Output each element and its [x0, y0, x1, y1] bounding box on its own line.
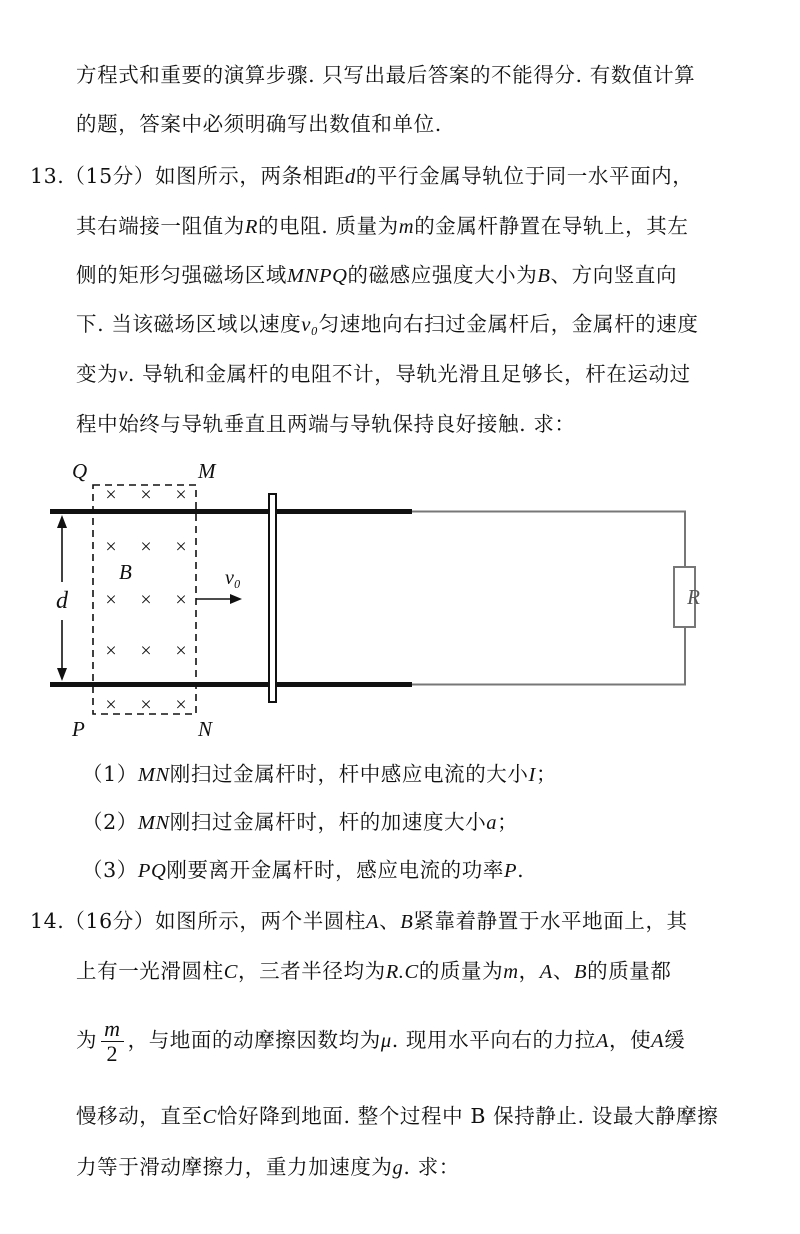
sub-number: （2）: [82, 810, 138, 834]
cross-mark: ×: [175, 694, 187, 716]
label-v0: v₀: [225, 567, 241, 589]
q13-sub-2: [82, 805, 518, 835]
q14-line-4: [76, 1099, 718, 1129]
q13-line-1: [30, 159, 693, 189]
cross-mark: ×: [105, 484, 117, 506]
d-arrowhead-down-icon: [57, 668, 67, 681]
fraction-denominator: 2: [106, 1041, 119, 1066]
cross-mark: ×: [140, 484, 152, 506]
q13-score: （15分）: [64, 164, 155, 188]
cross-mark: ×: [105, 640, 117, 662]
q14-text: 缓: [664, 1028, 686, 1052]
q13-line-3: [76, 258, 677, 288]
var-v: v: [118, 364, 128, 386]
q14-text: 力等于滑动摩擦力，重力加速度为: [76, 1155, 393, 1179]
cross-mark: ×: [175, 589, 187, 611]
fraction-m-over-2: [101, 1017, 124, 1066]
q14-text: ，与地面的动摩擦因数均为: [127, 1028, 381, 1052]
q14-text: 恰好降到地面. 整个过程中 B 保持静止. 设最大静摩擦: [216, 1104, 719, 1128]
label-R: R: [687, 585, 700, 609]
q14-score: （16分）: [64, 909, 155, 933]
var-A: A: [595, 1030, 609, 1052]
q13-line-6: 程中始终与导轨垂直且两端与导轨保持良好接触. 求：: [76, 412, 576, 436]
var-g: g: [392, 1157, 404, 1179]
q13-text: . 导轨和金属杆的电阻不计，导轨光滑且足够长，杆在运动过: [127, 362, 691, 386]
label-P: P: [72, 717, 85, 741]
q14-line-2: [76, 954, 672, 984]
sub-text: 刚扫过金属杆时，杆的加速度大小: [169, 810, 487, 834]
q14-text: 为: [76, 1028, 98, 1052]
q13-sub-1: [82, 757, 557, 787]
var-v0: v₀: [301, 314, 319, 336]
var-A: A: [366, 911, 380, 933]
cross-mark: ×: [175, 484, 187, 506]
label-N: N: [198, 717, 213, 741]
bottom-rail-thick: [50, 682, 412, 687]
metal-rod: [269, 494, 276, 702]
fraction-numerator: m: [101, 1017, 124, 1042]
var-B: B: [573, 961, 588, 983]
sub-text: ；: [535, 762, 558, 786]
top-rail-thick: [50, 509, 412, 514]
sub-number: （1）: [82, 762, 138, 786]
q14-text: 上有一光滑圆柱: [76, 959, 224, 983]
var-m: m: [398, 216, 415, 238]
var-MN: MN: [137, 764, 170, 786]
cross-mark: ×: [140, 536, 152, 558]
q14-text: ，使: [608, 1028, 652, 1052]
q14-line-3: [76, 1017, 685, 1066]
q14-text: 、: [379, 909, 401, 933]
cross-mark: ×: [140, 640, 152, 662]
var-C: C: [202, 1106, 217, 1128]
label-M: M: [198, 459, 216, 483]
q13-line-4: [76, 307, 698, 337]
var-MN: MN: [137, 812, 170, 834]
var-B: B: [400, 911, 414, 933]
sub-text: .: [517, 858, 525, 882]
q13-text: 如图所示，两条相距: [155, 164, 345, 188]
q14-text: ，三者半径均为: [237, 959, 386, 983]
q13-text: 的平行金属导轨位于同一水平面内，: [355, 164, 694, 188]
var-mu: μ: [380, 1030, 392, 1052]
cross-mark: ×: [175, 536, 187, 558]
q13-line-2: [76, 209, 689, 239]
var-P: P: [503, 860, 518, 882]
q14-text: . 现用水平向右的力拉: [391, 1028, 596, 1052]
q13-text: 的金属杆静置在导轨上，其左: [414, 214, 689, 238]
q14-line-1: [30, 904, 688, 934]
sub-number: （3）: [82, 858, 138, 882]
q14-line-5: [76, 1150, 460, 1180]
label-B: B: [119, 560, 132, 584]
rail-circuit-figure: [50, 452, 700, 744]
field-crosses: [105, 484, 186, 716]
q13-text: 下. 当该磁场区域以速度: [76, 312, 302, 336]
label-d: d: [56, 588, 68, 614]
q14-text: ，: [518, 959, 540, 983]
sub-text: ；: [497, 810, 519, 834]
intro-line-1: 方程式和重要的演算步骤. 只写出最后答案的不能得分. 有数值计算: [76, 63, 696, 87]
sub-text: 刚扫过金属杆时，杆中感应电流的大小: [169, 762, 529, 786]
q13-text: 变为: [76, 362, 119, 386]
q14-text: . 求：: [403, 1155, 460, 1179]
var-a: a: [486, 812, 498, 834]
q14-text: 慢移动，直至: [76, 1104, 203, 1128]
q13-text: 匀速地向右扫过金属杆后，金属杆的速度: [318, 312, 699, 336]
cross-mark: ×: [105, 536, 117, 558]
q13-text: 侧的矩形匀强磁场区域: [76, 263, 287, 287]
q13-sub-3: [82, 853, 524, 883]
q13-text: 的磁感应强度大小为: [347, 263, 538, 287]
q14-number: 14.: [30, 909, 65, 933]
q14-text: 的质量为: [418, 959, 504, 983]
cross-mark: ×: [140, 589, 152, 611]
q14-text: 紧靠着静置于水平地面上，其: [413, 909, 688, 933]
var-RC: R.C: [385, 961, 419, 983]
var-C: C: [223, 961, 238, 983]
cross-mark: ×: [105, 589, 117, 611]
var-B: B: [537, 265, 551, 287]
var-PQ: PQ: [137, 860, 167, 882]
q13-number: 13.: [30, 164, 65, 188]
intro-line-2: 的题，答案中必须明确写出数值和单位.: [76, 112, 442, 136]
cross-mark: ×: [105, 694, 117, 716]
label-Q: Q: [72, 459, 88, 483]
d-arrowhead-up-icon: [57, 515, 67, 528]
cross-mark: ×: [140, 694, 152, 716]
sub-text: 刚要离开金属杆时，感应电流的功率: [166, 858, 504, 882]
q13-text: 的电阻. 质量为: [257, 214, 399, 238]
var-I: I: [528, 764, 536, 786]
var-A: A: [651, 1030, 665, 1052]
q14-text: 、: [552, 959, 574, 983]
q13-text: 、方向竖直向: [550, 263, 678, 287]
var-R: R: [244, 216, 258, 238]
var-MNPQ: MNPQ: [287, 265, 348, 287]
var-A: A: [539, 961, 553, 983]
var-m: m: [503, 961, 519, 983]
cross-mark: ×: [175, 640, 187, 662]
var-d: d: [344, 166, 356, 188]
q13-text: 其右端接一阻值为: [76, 214, 245, 238]
velocity-arrowhead-icon: [230, 594, 242, 604]
q13-line-5: [76, 357, 691, 387]
q14-text: 如图所示，两个半圆柱: [155, 909, 366, 933]
q14-text: 的质量都: [587, 959, 672, 983]
